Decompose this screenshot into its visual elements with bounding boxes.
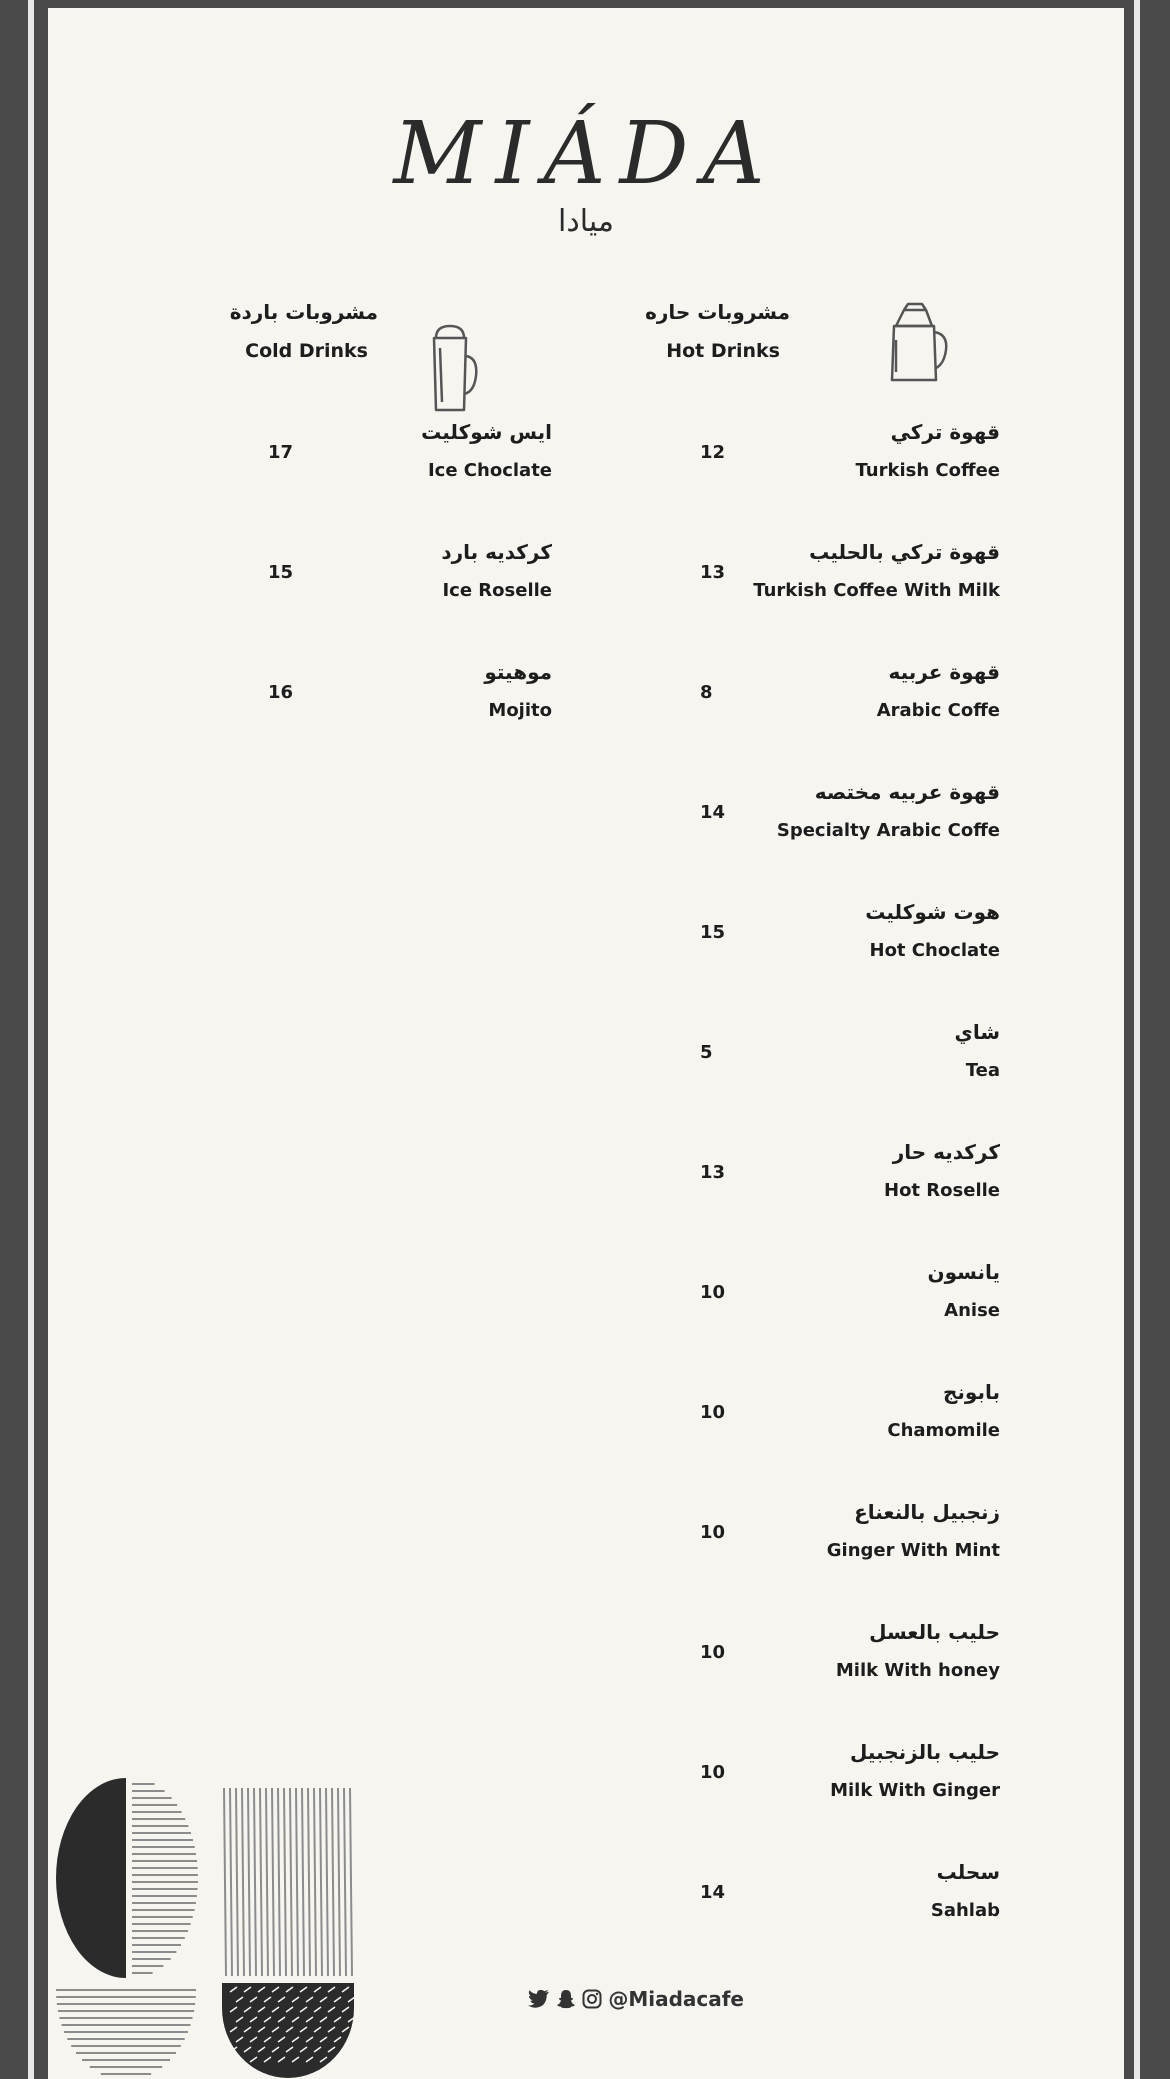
- menu-item-price: 13: [700, 1162, 726, 1183]
- menu-item-name-en: Hot Roselle: [884, 1180, 1000, 1201]
- menu-item-price: 16: [268, 682, 294, 703]
- menu-item-price: 15: [268, 562, 294, 583]
- menu-item-price: 13: [700, 562, 726, 583]
- menu-item-name-ar: سحلب: [936, 1860, 1000, 1884]
- menu-item-name-ar: كركديه حار: [892, 1140, 1000, 1164]
- menu-item-price: 15: [700, 922, 726, 943]
- menu-item-price: 12: [700, 442, 726, 463]
- menu-item-name-ar: قهوة تركي بالحليب: [809, 540, 1000, 564]
- menu-item-name-en: Ice Choclate: [427, 460, 552, 481]
- cold-section-title-ar: مشروبات باردة: [229, 300, 378, 324]
- decorative-art: [48, 1758, 368, 2079]
- cold-section-title-en: Cold Drinks: [245, 340, 368, 362]
- menu-item-name-ar: كركديه بارد: [441, 540, 552, 564]
- menu-item-name-ar: يانسون: [927, 1260, 1000, 1284]
- menu-item-name-en: Chamomile: [887, 1420, 1000, 1441]
- menu-item-name-en: Arabic Coffe: [876, 700, 1000, 721]
- snapchat-icon[interactable]: [556, 1989, 576, 2009]
- menu-item-name-en: Turkish Coffee With Milk: [753, 580, 1000, 601]
- logo-arabic: ميادا: [558, 204, 614, 239]
- hot-section-title-ar: مشروبات حاره: [645, 300, 790, 324]
- menu-page: [48, 8, 1124, 2079]
- menu-item-name-en: Milk With Ginger: [830, 1780, 1000, 1801]
- instagram-icon[interactable]: [582, 1989, 602, 2009]
- menu-item-name-en: Turkish Coffee: [855, 460, 1000, 481]
- glass-icon: [426, 322, 480, 414]
- frame-line-left: [28, 0, 34, 2079]
- menu-item-price: 10: [700, 1642, 726, 1663]
- kettle-icon: [886, 300, 952, 386]
- menu-item-name-ar: حليب بالزنجبيل: [850, 1740, 1000, 1764]
- menu-item-name-ar: شاي: [954, 1020, 1000, 1044]
- menu-item-name-en: Ginger With Mint: [826, 1540, 1000, 1561]
- menu-item-price: 10: [700, 1762, 726, 1783]
- menu-item-price: 10: [700, 1282, 726, 1303]
- menu-item-name-en: Mojito: [488, 700, 552, 721]
- social-links: [528, 1987, 744, 2011]
- menu-item-name-en: Anise: [944, 1300, 1000, 1321]
- menu-item-name-ar: قهوة تركي: [890, 420, 1000, 444]
- menu-item-price: 17: [268, 442, 294, 463]
- menu-item-name-ar: ايس شوكليت: [421, 420, 552, 444]
- menu-item-name-ar: هوت شوكليت: [865, 900, 1000, 924]
- menu-item-name-ar: حليب بالعسل: [869, 1620, 1000, 1644]
- menu-item-name-ar: قهوة عربيه: [888, 660, 1000, 684]
- menu-item-name-ar: موهيتو: [484, 660, 552, 684]
- menu-item-price: 8: [700, 682, 713, 703]
- menu-item-price: 10: [700, 1522, 726, 1543]
- twitter-icon[interactable]: [528, 1989, 550, 2009]
- logo: MIÁDA: [393, 104, 779, 204]
- menu-item-price: 14: [700, 1882, 726, 1903]
- social-handle[interactable]: @Miadacafe: [608, 1987, 744, 2011]
- menu-item-price: 10: [700, 1402, 726, 1423]
- frame-line-right: [1134, 0, 1140, 2079]
- menu-item-price: 5: [700, 1042, 713, 1063]
- menu-item-name-en: Specialty Arabic Coffe: [776, 820, 1000, 841]
- menu-item-name-en: Sahlab: [930, 1900, 1000, 1921]
- menu-item-price: 14: [700, 802, 726, 823]
- menu-item-name-en: Milk With honey: [835, 1660, 1000, 1681]
- hot-section-title-en: Hot Drinks: [666, 340, 780, 362]
- menu-item-name-en: Ice Roselle: [442, 580, 552, 601]
- menu-item-name-en: Hot Choclate: [869, 940, 1000, 961]
- menu-item-name-ar: بابونج: [943, 1380, 1000, 1404]
- menu-item-name-ar: قهوة عربيه مختصه: [814, 780, 1000, 804]
- menu-item-name-en: Tea: [965, 1060, 1000, 1081]
- menu-item-name-ar: زنجبيل بالنعناع: [854, 1500, 1000, 1524]
